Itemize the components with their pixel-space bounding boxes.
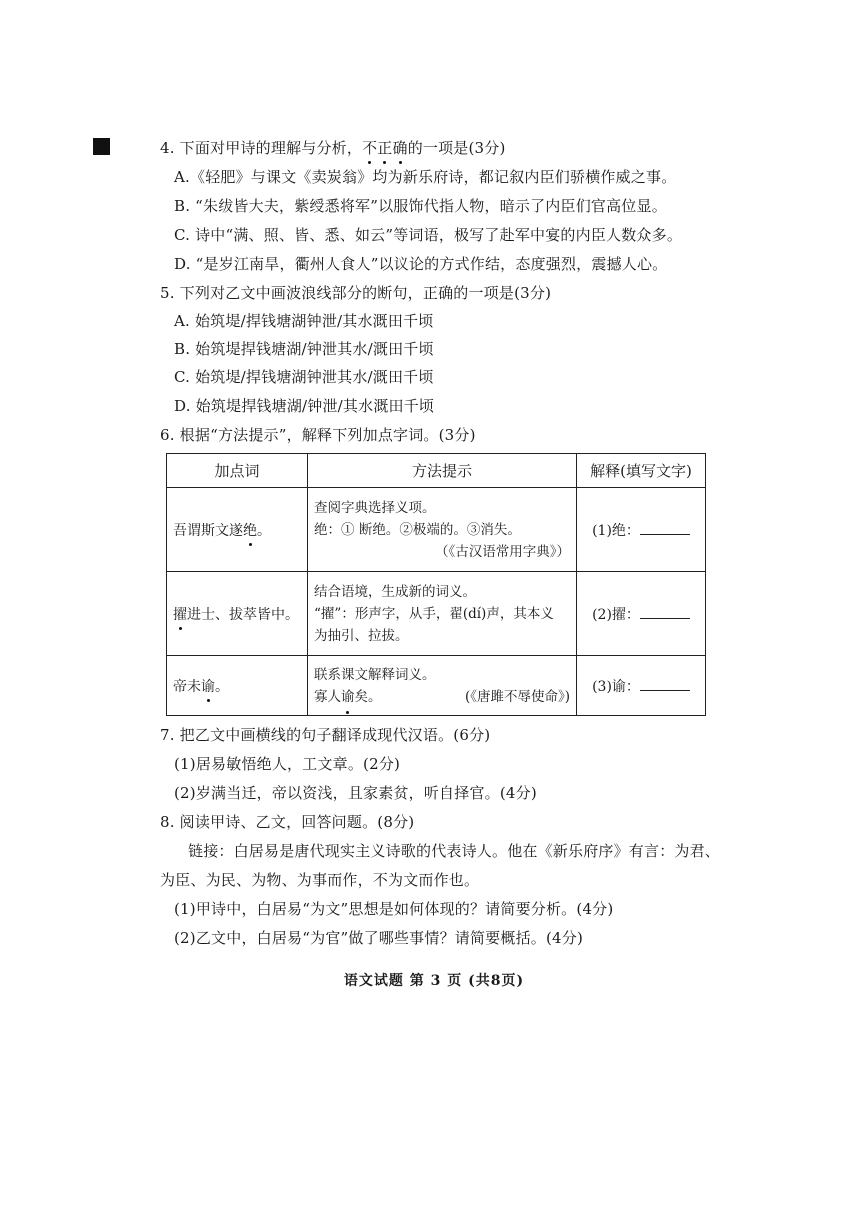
- row-word: 吾谓斯文遂绝。: [167, 488, 308, 572]
- q6-stem: 6. 根据“方法提示”，解释下列加点字词。(3分): [160, 426, 476, 444]
- q8-stem: 8. 阅读甲诗、乙文，回答问题。(8分): [160, 813, 415, 831]
- emphasis-char: 正: [377, 139, 393, 157]
- q7-item-2: (2)岁满当迁，帝以资浅，且家素贫，听自择官。(4分): [174, 784, 537, 802]
- q4-option-b: B. “朱绂皆大夫，紫绶悉将军”以服饰代指人物，暗示了内臣们官高位显。: [174, 197, 667, 215]
- row-hint: 查阅字典选择义项。 绝：① 断绝。②极端的。③消失。 （《古汉语常用字典》）: [308, 488, 577, 572]
- q4-option-c: C. 诗中“满、照、皆、悉、如云”等词语，极写了赴军中宴的内臣人数众多。: [174, 226, 683, 244]
- q4-stem: 4. 下面对甲诗的理解与分析，不正确的一项是(3分): [160, 139, 506, 157]
- page-footer: 语文试题 第 3 页 (共8页): [343, 973, 525, 989]
- table-header-row: [167, 454, 706, 488]
- corner-registration-mark: [93, 138, 110, 155]
- q8-item-2: (2)乙文中，白居易“为官”做了哪些事情？请简要概括。(4分): [174, 929, 584, 947]
- q7-item-1: (1)居易敏悟绝人，工文章。(2分): [174, 755, 401, 773]
- q5-stem: 5. 下列对乙文中画波浪线部分的断句，正确的一项是(3分): [160, 284, 552, 302]
- header-answer: 解释(填写文字): [577, 454, 706, 488]
- emphasis-char: 确: [392, 139, 408, 157]
- row-word: 帝未谕。: [167, 656, 308, 716]
- table-row: [167, 488, 706, 572]
- header-word: 加点词: [167, 454, 308, 488]
- row-hint: 结合语境，生成新的词义。 “擢”：形声字，从手，翟(dí)声，其本义 为抽引、拉拔。: [308, 572, 577, 656]
- answer-blank[interactable]: [640, 520, 690, 535]
- q6-table: [166, 453, 706, 716]
- q5-option-b: B. 始筑堤捍钱塘湖/钟泄其水/溉田千顷: [174, 340, 434, 358]
- q8-link-line-1: 链接：白居易是唐代现实主义诗歌的代表诗人。他在《新乐府序》有言：为君、: [188, 842, 721, 860]
- row-hint: 联系课文解释词义。 寡人谕矣。 (《唐雎不辱使命》): [308, 656, 577, 716]
- table-row: [167, 656, 706, 716]
- answer-cell: (1)绝：: [577, 488, 706, 572]
- q5-option-c: C. 始筑堤/捍钱塘湖钟泄其水/溉田千顷: [174, 368, 434, 386]
- q5-option-d: D. 始筑堤捍钱塘湖/钟泄/其水溉田千顷: [174, 397, 435, 415]
- emphasis-char: 不: [362, 139, 378, 157]
- answer-cell: (3)谕：: [577, 656, 706, 716]
- q8-link-line-2: 为臣、为民、为物、为事而作，不为文而作也。: [160, 871, 480, 889]
- q4-option-d: D. “是岁江南旱，衢州人食人”以议论的方式作结，态度强烈，震撼人心。: [174, 255, 668, 273]
- answer-blank[interactable]: [640, 604, 690, 619]
- answer-blank[interactable]: [640, 676, 690, 691]
- q4-option-a: A.《轻肥》与课文《卖炭翁》均为新乐府诗，都记叙内臣们骄横作威之事。: [174, 168, 677, 186]
- header-hint: 方法提示: [308, 454, 577, 488]
- q5-option-a: A. 始筑堤/捍钱塘湖钟泄/其水溉田千顷: [174, 312, 434, 330]
- row-word: 擢进士、拔萃皆中。: [167, 572, 308, 656]
- table-row: [167, 572, 706, 656]
- q8-item-1: (1)甲诗中，白居易“为文”思想是如何体现的？请简要分析。(4分): [174, 900, 614, 918]
- answer-cell: (2)擢：: [577, 572, 706, 656]
- q7-stem: 7. 把乙文中画横线的句子翻译成现代汉语。(6分): [160, 726, 491, 744]
